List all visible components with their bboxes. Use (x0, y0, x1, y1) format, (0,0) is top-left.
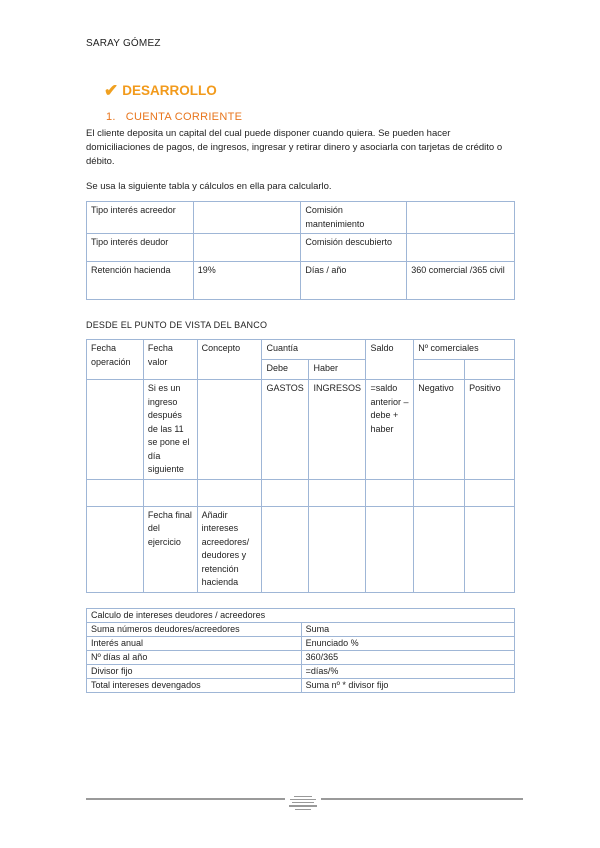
table-cell (465, 479, 515, 506)
table-cell (366, 479, 414, 506)
table-row (87, 479, 515, 506)
subsection-heading (106, 111, 242, 123)
table-cell: 19% (193, 262, 301, 300)
table-cell (414, 360, 465, 380)
table-row (87, 623, 515, 637)
table-row (87, 679, 515, 693)
table-cell: 360/365 (301, 651, 514, 665)
table-cell: GASTOS (262, 380, 309, 480)
table-cell (87, 479, 144, 506)
intro-paragraph: El cliente deposita un capital del cual puede disponer cuando quiera. Se pueden hacer domiciliaciones de pagos, de ingresos, ingresar y retirar dinero y asociarla con tarjetas de crédito o débito. (86, 128, 503, 167)
section-heading (104, 82, 217, 99)
table-row (87, 202, 515, 234)
table-cell: Positivo (465, 380, 515, 480)
table-cell (414, 479, 465, 506)
table-cell: =días/% (301, 665, 514, 679)
table-cell (465, 506, 515, 592)
footer-page-mark (285, 793, 321, 826)
header-fecha-valor: Fecha valor (143, 340, 197, 380)
table-cell (407, 202, 515, 234)
table-cell: Suma números deudores/acreedores (87, 623, 302, 637)
table-cell: Total intereses devengados (87, 679, 302, 693)
table-cell (87, 380, 144, 480)
intro-paragraph-2: Se usa la siguiente tabla y cálculos en ella para calcularlo. (86, 181, 332, 192)
interest-calculation-table (86, 608, 515, 693)
table-cell: Negativo (414, 380, 465, 480)
table-cell (309, 506, 366, 592)
table-cell: Retención hacienda (87, 262, 194, 300)
table-row (87, 506, 515, 592)
table-cell (197, 479, 262, 506)
table-cell (465, 360, 515, 380)
account-parameters-table (86, 201, 515, 300)
table-cell: Si es un ingreso después de las 11 se pone el día siguiente (143, 380, 197, 480)
table-cell: =saldo anterior – debe + haber (366, 380, 414, 480)
table-cell: INGRESOS (309, 380, 366, 480)
table-cell (407, 234, 515, 262)
table-cell: Nº días al año (87, 651, 302, 665)
table-cell: Fecha final del ejercicio (143, 506, 197, 592)
subsection-number: 1. (106, 111, 116, 123)
table-row (87, 234, 515, 262)
table-row (87, 380, 515, 480)
header-concepto: Concepto (197, 340, 262, 380)
table-cell: Tipo interés deudor (87, 234, 194, 262)
table-cell (143, 479, 197, 506)
table-cell (197, 380, 262, 480)
bank-ledger-table (86, 339, 515, 593)
table-cell (262, 506, 309, 592)
table-cell (309, 479, 366, 506)
table-header-row (87, 340, 515, 360)
table-cell (87, 506, 144, 592)
header-debe: Debe (262, 360, 309, 380)
table-cell: Divisor fijo (87, 665, 302, 679)
table-cell: Comisión mantenimiento (301, 202, 407, 234)
table-row (87, 637, 515, 651)
header-cuantia: Cuantía (262, 340, 366, 360)
table-cell: Días / año (301, 262, 407, 300)
page-header-author: SARAY GÓMEZ (86, 38, 161, 49)
table-cell (193, 234, 301, 262)
table-cell: Suma (301, 623, 514, 637)
table-cell: Suma nº * divisor fijo (301, 679, 514, 693)
header-numeros-comerciales: Nº comerciales (414, 340, 515, 360)
table-cell: 360 comercial /365 civil (407, 262, 515, 300)
header-haber: Haber (309, 360, 366, 380)
table-cell: Enunciado % (301, 637, 514, 651)
interest-table-title: Calculo de intereses deudores / acreedores (87, 609, 515, 623)
checkmark-icon: ✔ (104, 81, 119, 100)
table-cell (414, 506, 465, 592)
table-cell (262, 479, 309, 506)
table-cell: Interés anual (87, 637, 302, 651)
subsection-title: CUENTA CORRIENTE (125, 111, 243, 123)
bank-view-heading: DESDE EL PUNTO DE VISTA DEL BANCO (86, 320, 268, 330)
table-cell (193, 202, 301, 234)
table-row (87, 262, 515, 300)
table-cell (366, 506, 414, 592)
table-row (87, 651, 515, 665)
section-title: DESARROLLO (122, 83, 217, 98)
header-saldo: Saldo (366, 340, 414, 380)
header-fecha-operacion: Fecha operación (87, 340, 144, 380)
table-cell: Comisión descubierto (301, 234, 407, 262)
table-row (87, 665, 515, 679)
table-header-row (87, 609, 515, 623)
table-cell: Tipo interés acreedor (87, 202, 194, 234)
table-cell: Añadir intereses acreedores/ deudores y retención hacienda (197, 506, 262, 592)
